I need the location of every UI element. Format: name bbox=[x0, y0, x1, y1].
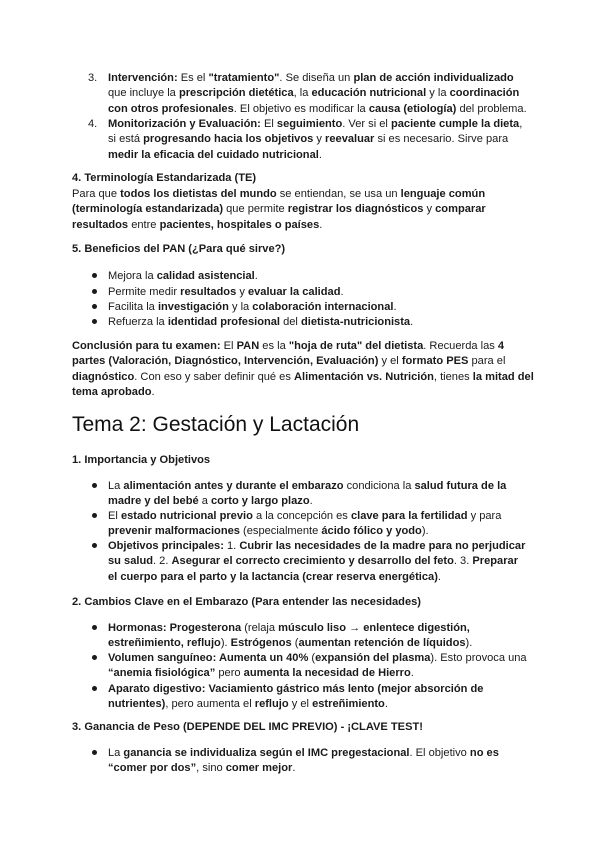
text-run: Preparar el cuerpo para el parto y la lactancia (crear reserva energética) bbox=[108, 555, 519, 583]
text-run: registrar los diagnósticos bbox=[287, 203, 424, 216]
text-run: reevaluar bbox=[325, 133, 375, 146]
text-run: 4 partes (Valoración, Diagnóstico, Intervención, Evaluación) bbox=[72, 340, 505, 368]
text-run: aumenta la necesidad de Hierro bbox=[243, 667, 411, 680]
text-run: prescripción dietética bbox=[178, 87, 294, 100]
text-run: ( bbox=[308, 652, 316, 664]
text-run: progresando hacia los objetivos bbox=[143, 133, 314, 146]
text-run: . bbox=[309, 495, 313, 508]
text-run: resultados bbox=[180, 286, 237, 298]
bullet-icon bbox=[92, 510, 100, 518]
text-run: . bbox=[410, 316, 414, 328]
text-run: . bbox=[437, 570, 441, 583]
text-run: reflujo bbox=[254, 698, 289, 711]
text-run: "tratamiento" bbox=[208, 72, 280, 84]
text-run: pacientes, hospitales o países bbox=[159, 218, 320, 231]
text-run: seguimiento bbox=[276, 118, 343, 130]
text-run: medir la eficacia del cuidado nutricional bbox=[108, 148, 319, 161]
list-item bbox=[108, 479, 528, 510]
bullet-icon bbox=[92, 683, 100, 691]
text-run: . 3. bbox=[453, 555, 473, 568]
bullet-icon bbox=[92, 270, 100, 278]
text-run: . bbox=[254, 270, 258, 282]
text-run: comparar resultados bbox=[72, 203, 486, 231]
text-run: y bbox=[236, 286, 248, 298]
text-run: dietista-nutricionista bbox=[300, 316, 411, 328]
text-run: , la bbox=[293, 87, 312, 100]
text-run: , si está bbox=[108, 118, 523, 146]
text-run: . Con eso y saber definir qué es bbox=[134, 370, 294, 383]
list-item bbox=[108, 539, 528, 585]
text-run: . Se diseña un bbox=[279, 72, 354, 84]
text-run: clave para la fertilidad bbox=[350, 510, 468, 522]
text-run: la mitad del tema aprobado bbox=[72, 370, 534, 398]
text-run: ). bbox=[421, 525, 429, 538]
text-run: . bbox=[151, 385, 155, 398]
text-run: ácido fólico y yodo bbox=[321, 525, 422, 538]
text-run: pero bbox=[215, 667, 244, 680]
text-run: formato PES bbox=[401, 355, 469, 368]
text-run: coordinación con otros profesionales bbox=[108, 87, 520, 115]
text-run: Estrógenos bbox=[230, 637, 292, 650]
bullet-icon bbox=[92, 480, 100, 488]
list-item bbox=[108, 300, 528, 315]
text-run: y el bbox=[378, 355, 402, 368]
text-run: diagnóstico bbox=[72, 370, 135, 383]
list-item bbox=[108, 315, 528, 330]
text-run: , sino bbox=[196, 762, 226, 775]
text-run: lenguaje común (terminología estandarizada) bbox=[72, 188, 486, 216]
text-run: . Recuerda las bbox=[423, 340, 498, 352]
text-run: comer mejor bbox=[225, 762, 293, 775]
text-run: plan de acción individualizado bbox=[353, 72, 514, 84]
bullet-icon bbox=[92, 286, 100, 294]
text-run: y bbox=[313, 133, 326, 146]
text-run: , tienes bbox=[433, 370, 473, 383]
text-run: . bbox=[319, 218, 323, 231]
text-run: corto y largo plazo bbox=[210, 495, 310, 508]
text-run: , pero aumenta el bbox=[165, 698, 255, 711]
bullet-icon bbox=[92, 540, 100, 548]
text-run: (relaja bbox=[241, 622, 279, 634]
text-run: y bbox=[423, 203, 436, 216]
text-run: Volumen sanguíneo: Aumenta un 40% bbox=[108, 652, 309, 664]
text-run: Es el bbox=[177, 72, 209, 84]
text-run: (especialmente bbox=[239, 525, 322, 538]
text-run: . bbox=[340, 286, 344, 298]
text-run: entre bbox=[128, 218, 160, 231]
text-run: estreñimiento bbox=[312, 698, 385, 711]
text-run: salud futura de la madre y del bebé bbox=[108, 480, 507, 508]
text-run: . El objetivo es modificar la bbox=[233, 102, 369, 115]
list-number: 3. bbox=[88, 72, 98, 84]
text-run: Alimentación vs. Nutrición bbox=[293, 370, 434, 383]
text-run: y la bbox=[426, 87, 450, 100]
text-run: causa (etiología) bbox=[368, 102, 457, 115]
text-run: Intervención: bbox=[108, 72, 178, 84]
text-run: . bbox=[292, 762, 296, 775]
bullet-icon bbox=[92, 622, 100, 630]
text-run: investigación bbox=[157, 301, 229, 313]
text-run: aumentan retención de líquidos bbox=[298, 637, 466, 650]
list-item bbox=[108, 285, 528, 300]
text-run: no es “comer por dos” bbox=[108, 747, 499, 775]
list-item bbox=[108, 682, 528, 713]
text-run: ( bbox=[291, 637, 299, 650]
text-run: El bbox=[260, 118, 277, 130]
bullet-icon bbox=[92, 316, 100, 324]
text-run: colaboración internacional bbox=[252, 301, 394, 313]
list-item bbox=[108, 509, 528, 540]
section-heading-ganancia: 3. Ganancia de Peso (DEPENDE DEL IMC PREVIO) - ¡CLAVE TEST! bbox=[72, 721, 423, 733]
text-run: ). bbox=[465, 637, 473, 650]
bullet-icon bbox=[92, 652, 100, 660]
text-run: . El objetivo bbox=[409, 747, 470, 759]
section-heading-beneficios: 5. Beneficios del PAN (¿Para qué sirve?) bbox=[72, 243, 286, 255]
text-run: Facilita la bbox=[108, 301, 158, 313]
text-run: si es necesario. Sirve para bbox=[374, 133, 509, 146]
text-run: . bbox=[393, 301, 397, 313]
text-run: PAN bbox=[236, 340, 260, 352]
text-run: a la concepción es bbox=[252, 510, 351, 522]
text-run: paciente cumple la dieta bbox=[390, 118, 520, 130]
list-number: 4. bbox=[88, 118, 98, 130]
text-run: ). Esto provoca una bbox=[430, 652, 527, 664]
page-title-tema2: Tema 2: Gestación y Lactación bbox=[72, 413, 360, 436]
text-run: alimentación antes y durante el embarazo bbox=[123, 480, 344, 492]
text-run: La bbox=[108, 480, 124, 492]
bullet-icon bbox=[92, 301, 100, 309]
text-run: educación nutricional bbox=[311, 87, 427, 100]
list-item bbox=[108, 621, 528, 652]
list-item-monitorizacion bbox=[108, 117, 528, 163]
text-run: Refuerza la bbox=[108, 316, 168, 328]
text-run: ganancia se individualiza según el IMC pregestacional bbox=[123, 747, 410, 759]
text-run: Cubrir las necesidades de la madre para no perjudicar su salud bbox=[108, 540, 526, 568]
section-heading-cambios: 2. Cambios Clave en el Embarazo (Para entender las necesidades) bbox=[72, 596, 421, 608]
text-run: y la bbox=[228, 301, 253, 313]
list-item bbox=[108, 269, 528, 284]
text-run: estado nutricional previo bbox=[120, 510, 253, 522]
bullet-icon bbox=[92, 747, 100, 755]
text-run: Aparato digestivo: Vaciamiento gástrico más lento (mejor absorción de nutrientes) bbox=[108, 683, 484, 711]
text-run: Conclusión para tu examen: bbox=[72, 340, 221, 352]
text-run: se entiendan, se usa un bbox=[276, 188, 401, 200]
text-run: “anemia fisiológica” bbox=[108, 667, 216, 680]
text-run: Mejora la bbox=[108, 270, 157, 282]
text-run: evaluar la calidad bbox=[247, 286, 341, 298]
paragraph-conclusion bbox=[72, 339, 534, 400]
text-run: y para bbox=[467, 510, 502, 522]
text-run: todos los dietistas del mundo bbox=[120, 188, 277, 200]
text-run: para el bbox=[468, 355, 506, 368]
section-heading-terminologia: 4. Terminología Estandarizada (TE) bbox=[72, 172, 257, 184]
text-run: . 2. bbox=[153, 555, 172, 568]
text-run: músculo liso → enlentece digestión, estreñimiento, reflujo bbox=[108, 622, 470, 650]
text-run: ). bbox=[220, 637, 231, 650]
text-run: . bbox=[318, 148, 322, 161]
text-run: . bbox=[384, 698, 388, 711]
paragraph-terminologia bbox=[72, 187, 534, 233]
text-run: El bbox=[108, 510, 121, 522]
text-run: . Ver si el bbox=[342, 118, 391, 130]
text-run: Objetivos principales: bbox=[108, 540, 224, 552]
text-run: Asegurar el correcto crecimiento y desarrollo del feto bbox=[171, 555, 454, 568]
text-run: que permite bbox=[223, 203, 288, 216]
text-run: identidad profesional bbox=[167, 316, 281, 328]
text-run: Permite medir bbox=[108, 286, 181, 298]
text-run: del bbox=[280, 316, 301, 328]
text-run: prevenir malformaciones bbox=[108, 525, 240, 538]
text-run: a bbox=[198, 495, 211, 508]
text-run: condiciona la bbox=[343, 480, 415, 492]
text-run: del problema. bbox=[456, 102, 527, 115]
text-run: Monitorización y Evaluación: bbox=[108, 118, 261, 130]
text-run: El bbox=[220, 340, 237, 352]
text-run: Para que bbox=[72, 188, 121, 200]
list-item bbox=[108, 651, 528, 682]
section-heading-importancia: 1. Importancia y Objetivos bbox=[72, 454, 211, 466]
text-run: La bbox=[108, 747, 124, 759]
text-run: que incluye la bbox=[108, 87, 179, 100]
text-run: "hoja de ruta" del dietista bbox=[288, 340, 424, 352]
text-run: y el bbox=[288, 698, 313, 711]
text-run: . bbox=[410, 667, 414, 680]
text-run: es la bbox=[259, 340, 289, 352]
text-run: expansión del plasma bbox=[315, 652, 431, 664]
list-item bbox=[108, 746, 528, 777]
text-run: Hormonas: Progesterona bbox=[108, 622, 242, 634]
list-item-intervencion bbox=[108, 71, 528, 117]
text-run: 1. bbox=[223, 540, 240, 552]
text-run: calidad asistencial bbox=[156, 270, 255, 282]
